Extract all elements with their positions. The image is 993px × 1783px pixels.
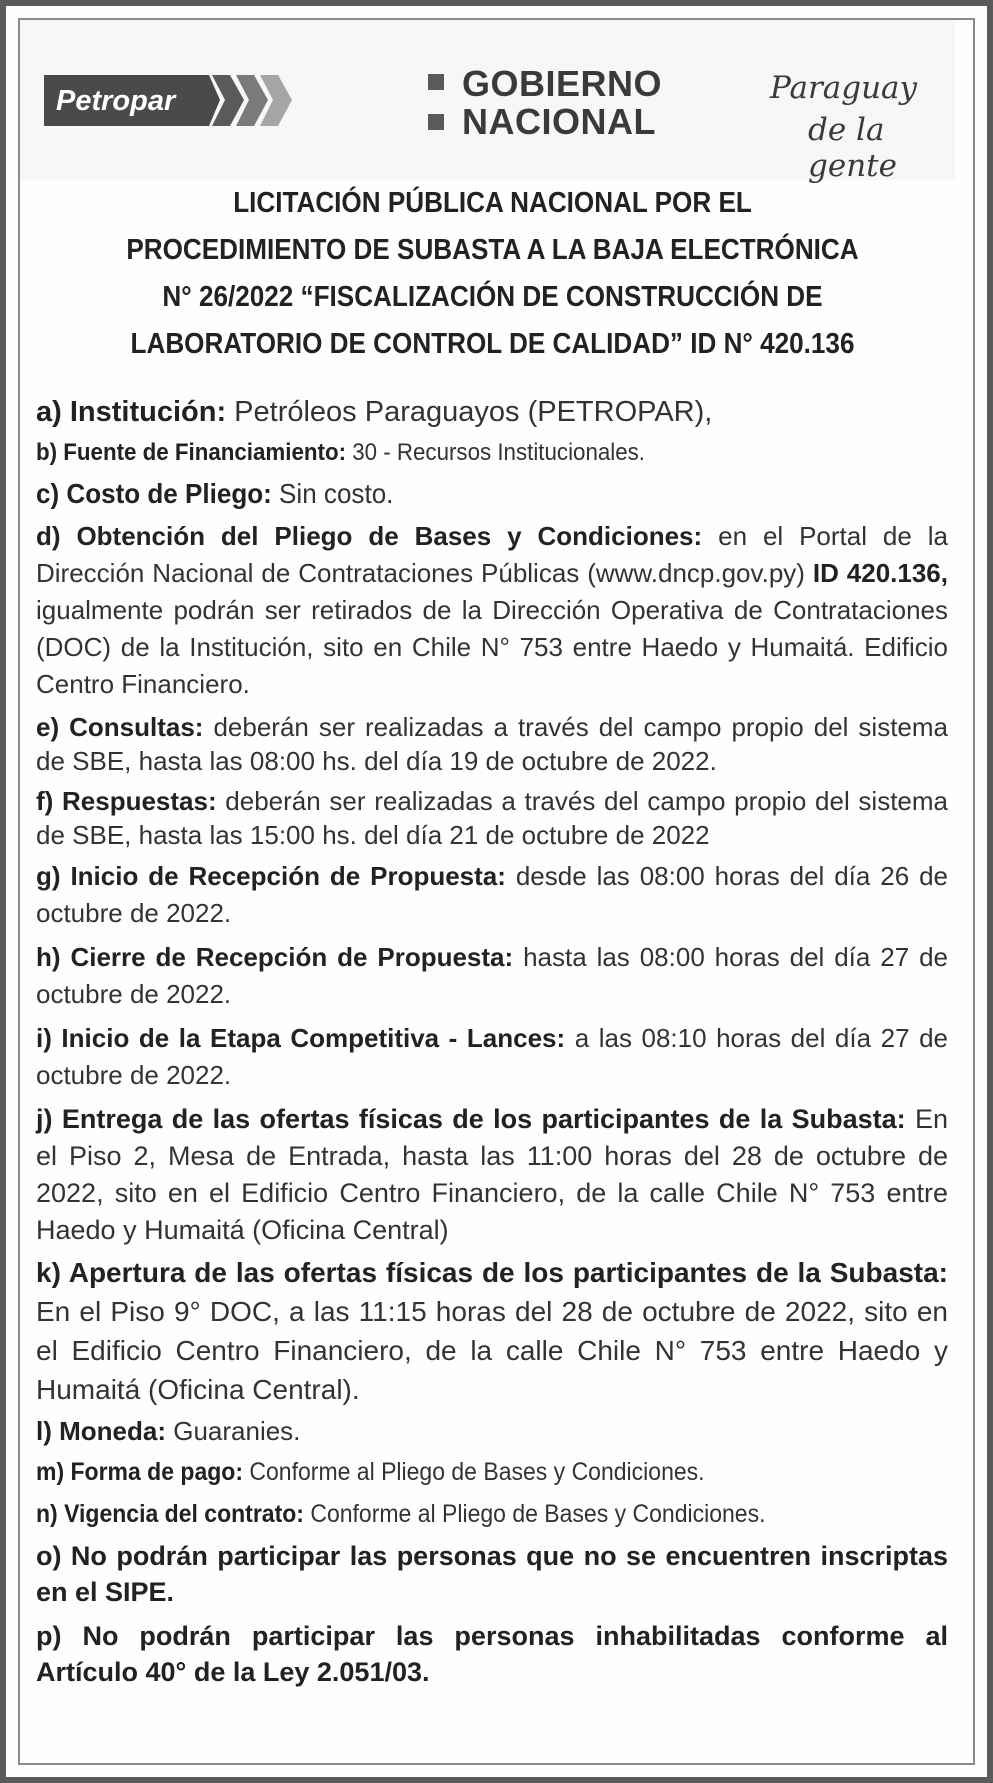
item-text: En el Piso 9° DOC, a las 11:15 horas del 28 de octubre de 2022, sito en el Edificio Centro Financiero, de la calle Chile N° 753 entre Haedo y Humaitá (Oficina Central).: [36, 1296, 948, 1405]
item-consultas: [36, 710, 948, 778]
item-restriccion-inhabilitados: p) No podrán participar las personas inhabilitadas conforme al Artículo 40° de la Ley 2.051/03.: [36, 1621, 948, 1687]
item-label: a) Institución:: [36, 396, 227, 428]
item-label: b) Fuente de Financiamiento:: [36, 439, 347, 466]
item-label: f) Respuestas:: [36, 786, 217, 816]
paraguay-line2: de la gente: [808, 112, 897, 184]
item-forma-pago: [36, 1454, 951, 1490]
gobierno-line2: NACIONAL: [462, 101, 656, 142]
item-text: En el Piso 2, Mesa de Entrada, hasta las 11:00 horas del 28 de octubre de 2022, sito en el Edificio Centro Financiero, de la calle Chile N° 753 entre Haedo y Humaitá (Oficina Central): [36, 1104, 948, 1245]
title-line: PROCEDIMIENTO DE SUBASTA A LA BAJA ELECTRÓNICA: [126, 234, 859, 266]
item-respuestas: [36, 784, 948, 852]
item-text: Petróleos Paraguayos (PETROPAR),: [226, 396, 713, 428]
page-title: [85, 180, 900, 368]
item-text: Guaranies.: [166, 1416, 301, 1446]
item-text: Conforme al Pliego de Bases y Condiciones.: [243, 1458, 705, 1486]
item-text: Conforme al Pliego de Bases y Condiciones.: [303, 1500, 766, 1528]
item-text: en el Portal de la Dirección Nacional de Contrataciones Públicas (www.dncp.gov.py): [36, 521, 949, 588]
paraguay-de-la-gente-logo: [770, 56, 940, 184]
item-id-label: ID 420.136,: [812, 558, 948, 588]
item-institucion: [36, 393, 948, 431]
item-label: c) Costo de Pliego:: [36, 478, 272, 509]
item-etapa-competitiva: [36, 1020, 948, 1094]
item-text: desde las 08:00 horas del día 26 de octubre de 2022.: [36, 861, 948, 928]
title-line: LICITACIÓN PÚBLICA NACIONAL POR EL: [233, 187, 752, 219]
item-costo-pliego: [36, 476, 966, 512]
item-label: e) Consultas:: [36, 712, 204, 742]
header-banner: [20, 20, 955, 184]
item-label: m) Forma de pago:: [36, 1458, 244, 1486]
title-line: LABORATORIO DE CONTROL DE CALIDAD” ID N° 420.136: [130, 328, 855, 360]
gobierno-nacional-logo: [428, 63, 688, 146]
petropar-logo-graphic: [44, 73, 308, 128]
item-text: Sin costo.: [271, 478, 394, 509]
item-cierre-recepcion: [36, 939, 948, 1013]
logo-square-icon: [428, 74, 444, 90]
item-label: h) Cierre de Recepción de Propuesta:: [36, 942, 514, 972]
item-text: deberán ser realizadas a través del campo propio del sistema de SBE, hasta las 08:00 hs. del día 19 de octubre de 2022.: [36, 712, 949, 776]
item-moneda: [36, 1413, 948, 1449]
item-obtencion-pliego: [36, 518, 948, 703]
item-entrega-ofertas: [36, 1101, 948, 1249]
item-text: hasta las 08:00 horas del día 27 de octubre de 2022.: [36, 942, 948, 1009]
item-inicio-recepcion: [36, 858, 948, 932]
item-label: n) Vigencia del contrato:: [36, 1500, 304, 1528]
item-label: i) Inicio de la Etapa Competitiva - Lances:: [36, 1023, 566, 1053]
item-restriccion-sipe: o) No podrán participar las personas que no se encuentren inscriptas en el SIPE.: [36, 1541, 948, 1607]
petropar-logo: [44, 73, 308, 128]
title-line: N° 26/2022 “FISCALIZACIÓN DE CONSTRUCCIÓN DE: [162, 281, 823, 313]
item-fuente-financiamiento: [36, 436, 966, 470]
item-text: 30 - Recursos Institucionales.: [346, 439, 646, 466]
logo-square-icon: [428, 114, 444, 130]
item-label: l) Moneda:: [36, 1416, 166, 1446]
item-text: deberán ser realizadas a través del campo propio del sistema de SBE, hasta las 15:00 hs. del día 21 de octubre de 2022: [36, 786, 949, 850]
item-apertura-ofertas: [36, 1253, 948, 1409]
paraguay-line1: Paraguay: [770, 70, 918, 106]
items-list: [36, 393, 948, 1698]
petropar-logo-text: Petropar: [56, 85, 176, 117]
item-label: g) Inicio de Recepción de Propuesta:: [36, 861, 506, 891]
item-text: a las 08:10 horas del día 27 de octubre de 2022.: [36, 1023, 948, 1090]
item-label: k) Apertura de las ofertas físicas de los participantes de la Subasta:: [36, 1257, 948, 1288]
item-vigencia-contrato: [36, 1496, 951, 1532]
gobierno-line1: GOBIERNO: [462, 63, 663, 104]
item-label: j) Entrega de las ofertas físicas de los participantes de la Subasta:: [36, 1104, 906, 1134]
item-text: igualmente podrán ser retirados de la Dirección Operativa de Contrataciones (DOC) de la Institución, sito en Chile N° 753 entre Haedo y Humaitá. Edificio Centro Financiero.: [36, 595, 948, 699]
item-label: d) Obtención del Pliego de Bases y Condiciones:: [36, 521, 703, 551]
